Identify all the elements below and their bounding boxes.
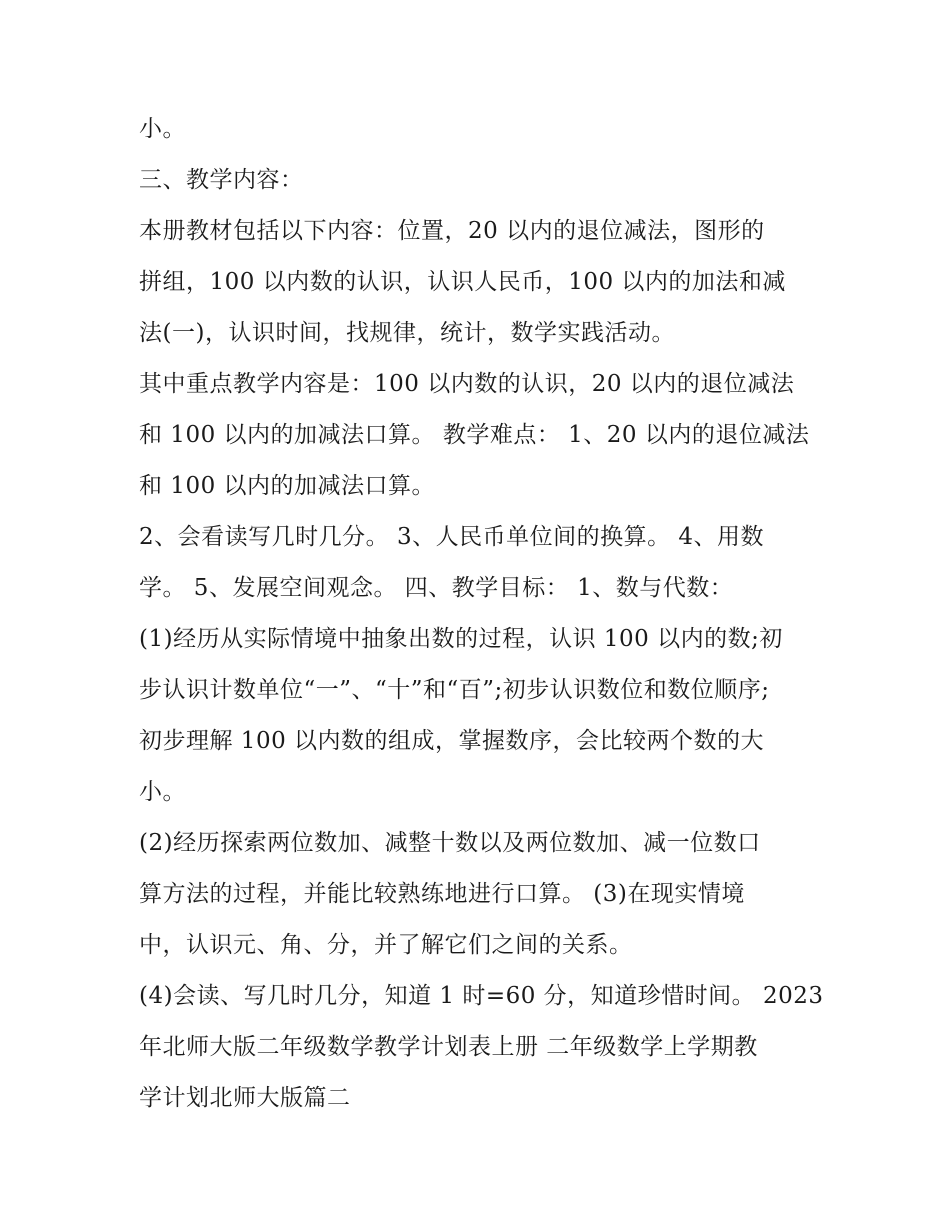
text-line: 年北师大版二年级数学教学计划表上册 二年级数学上学期教 [139,1034,758,1060]
text-line: 步认识计数单位“一”、“十”和“百”;初步认识数位和数位顺序; [139,677,770,703]
text-line: 法(一)，认识时间，找规律，统计，数学实践活动。 [139,320,675,346]
text-line: 学。 5、发展空间观念。 四、教学目标： 1、数与代数： [139,575,734,601]
text-line: (2)经历探索两位数加、减整十数以及两位数加、减一位数口 [139,830,761,856]
text-line: 初步理解 100 以内数的组成，掌握数序，会比较两个数的大 [139,728,765,754]
text-line: 小。 [139,779,186,805]
text-line: 算方法的过程，并能比较熟练地进行口算。 (3)在现实情境 [139,881,745,907]
text-line: 其中重点教学内容是：100 以内数的认识，20 以内的退位减法 [139,371,795,397]
text-line: 和 100 以内的加减法口算。 [139,473,436,499]
section-heading: 三、教学内容： [139,167,304,193]
text-line: 中，认识元、角、分，并了解它们之间的关系。 [139,932,633,958]
text-line: 拼组，100 以内数的认识，认识人民币，100 以内的加法和减 [139,269,786,295]
text-line: (1)经历从实际情境中抽象出数的过程，认识 100 以内的数;初 [139,626,783,652]
text-line: 学计划北师大版篇二 [139,1085,351,1111]
text-line: 本册教材包括以下内容：位置，20 以内的退位减法，图形的 [139,218,765,244]
text-line: 和 100 以内的加减法口算。 教学难点： 1、20 以内的退位减法 [139,422,810,448]
text-line: 2、会看读写几时几分。 3、人民币单位间的换算。 4、用数 [139,524,765,550]
text-line: 小。 [139,116,186,142]
text-line: (4)会读、写几时几分，知道 1 时=60 分，知道珍惜时间。 2023 [139,983,824,1009]
